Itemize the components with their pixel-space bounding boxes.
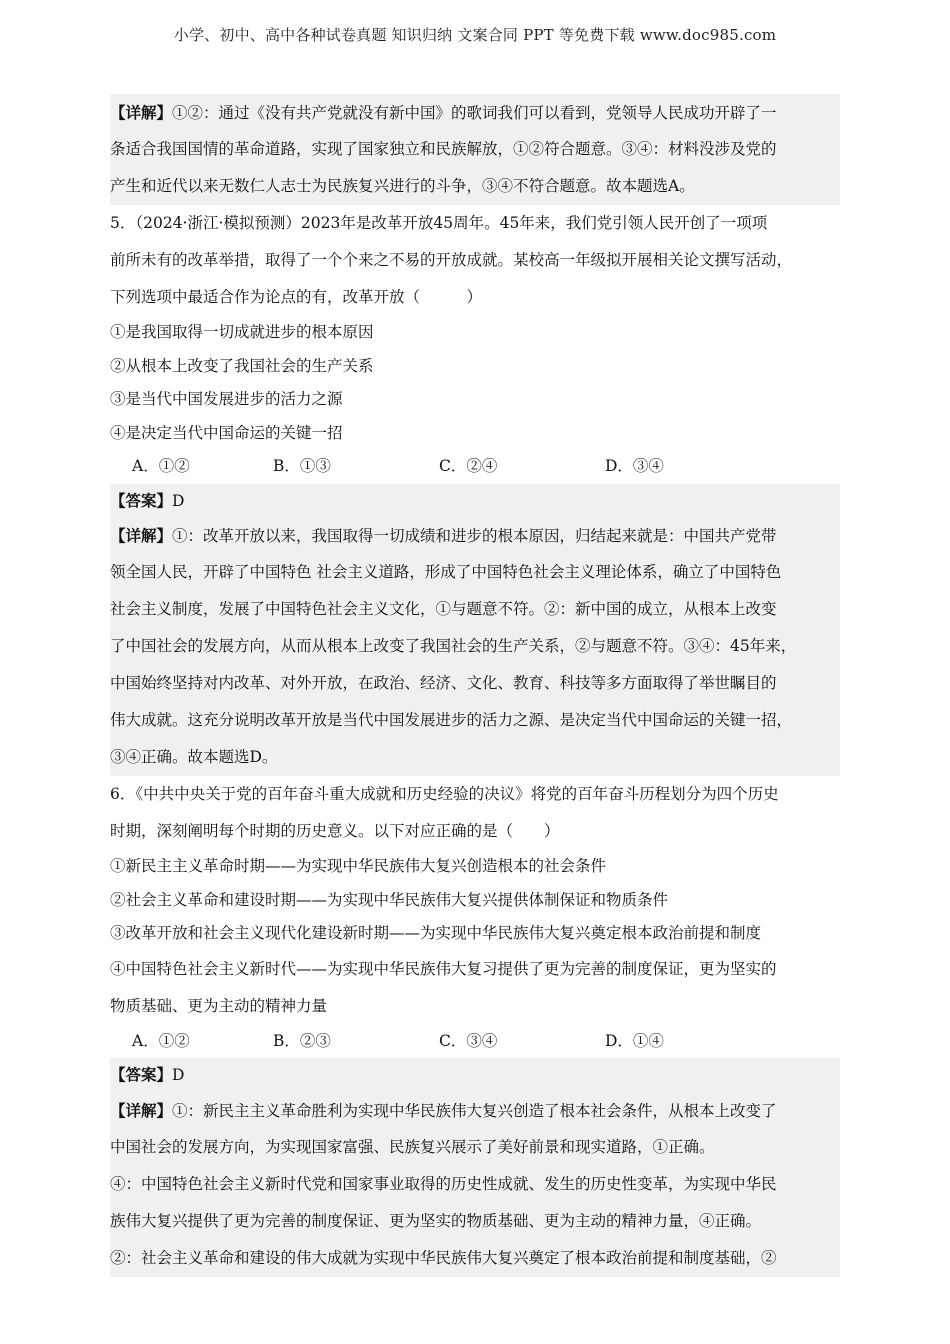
q5-stem-line: 前所未有的改革举措，取得了一个个来之不易的开放成就。某校高一年级拟开展相关论文撰写活动， — [110, 251, 793, 269]
q6-detail-line: ④：中国特色社会主义新时代党和国家事业取得的历史性成就、发生的历史性变革，为实现中华民 — [110, 1174, 777, 1193]
q5-item: ④是决定当代中国命运的关键一招 — [110, 423, 343, 442]
q6-detail-line: 中国社会的发展方向，为实现国家富强、民族复兴展示了美好前景和现实道路，①正确。 — [110, 1137, 715, 1156]
q4-detail-line: 【详解】①②：通过《没有共产党就没有新中国》的歌词我们可以看到，党领导人民成功开辟了一 — [110, 103, 777, 122]
q6-options — [110, 1025, 840, 1059]
q6-stem-line: 时期，深刻阐明每个时期的历史意义。以下对应正确的是（ ） — [110, 822, 560, 840]
q6-option-d: D．①④ — [605, 1031, 664, 1050]
q6-option-a: A．①② — [132, 1031, 190, 1050]
q5-detail-line: ③④正确。故本题选D。 — [110, 748, 278, 766]
q5-detail-line: 社会主义制度，发展了中国特色社会主义文化，①与题意不符。②：新中国的成立，从根本上改变 — [110, 600, 777, 618]
question-6 — [110, 776, 840, 1277]
q6-option-b: B．②③ — [273, 1031, 331, 1050]
q6-answer: 【答案】D — [110, 1058, 840, 1092]
q6-option-c: C．③④ — [439, 1031, 498, 1050]
q5-detail-line: 中国始终坚持对内改革、对外开放，在政治、经济、文化、教育、科技等多方面取得了举世瞩目的 — [110, 674, 777, 692]
q5-item: ②从根本上改变了我国社会的生产关系 — [110, 356, 374, 375]
q5-detail-line: 【详解】①：改革开放以来，我国取得一切成绩和进步的根本原因，归结起来就是：中国共产党带 — [110, 526, 777, 545]
q6-detail-line: 族伟大复兴提供了更为完善的制度保证、更为坚实的物质基础、更为主动的精神力量，④正确。 — [110, 1211, 762, 1230]
q6-item: ④中国特色社会主义新时代——为实现中华民族伟大复习提供了更为完善的制度保证，更为坚实的 — [110, 959, 777, 978]
q6-item: ③改革开放和社会主义现代化建设新时期——为实现中华民族伟大复兴奠定根本政治前提和制度 — [110, 924, 762, 942]
q4-detail-block — [110, 94, 840, 205]
q6-item: ②社会主义革命和建设时期——为实现中华民族伟大复兴提供体制保证和物质条件 — [110, 890, 669, 909]
q6-item: 物质基础、更为主动的精神力量 — [110, 996, 328, 1015]
q4-detail-line: 条适合我国国情的革命道路，实现了国家独立和民族解放，①②符合题意。③④：材料没涉及党的 — [110, 140, 777, 158]
q5-options — [110, 450, 840, 484]
document-body — [110, 94, 840, 1277]
q6-detail-block — [110, 1092, 840, 1277]
q4-detail-line: 产生和近代以来无数仁人志士为民族复兴进行的斗争，③④不符合题意。故本题选A。 — [110, 177, 695, 195]
q5-answer: 【答案】D — [110, 484, 840, 518]
q5-item: ①是我国取得一切成就进步的根本原因 — [110, 323, 374, 341]
q5-detail-block — [110, 517, 840, 776]
page-header: 小学、初中、高中各种试卷真题 知识归纳 文案合同 PPT 等免费下载 www.doc985.com — [173, 26, 777, 44]
q6-detail-line: ②：社会主义革命和建设的伟大成就为实现中华民族伟大复兴奠定了根本政治前提和制度基础，② — [110, 1248, 777, 1267]
q6-detail-line: 【详解】①：新民主主义革命胜利为实现中华民族伟大复兴创造了根本社会条件，从根本上改变了 — [110, 1100, 777, 1120]
q5-detail-line: 伟大成就。这充分说明改革开放是当代中国发展进步的活力之源、是决定当代中国命运的关键一招， — [110, 711, 793, 729]
q5-option-d: D．③④ — [605, 457, 664, 475]
q6-stem-line: 6．《中共中央关于党的百年奋斗重大成就和历史经验的决议》将党的百年奋斗历程划分为四个历史 — [110, 785, 779, 803]
q5-item: ③是当代中国发展进步的活力之源 — [110, 390, 343, 408]
q5-detail-line: 领全国人民，开辟了中国特色 社会主义道路，形成了中国特色社会主义理论体系，确立了中国特色 — [110, 563, 782, 581]
q5-stem-line: 5．（2024·浙江·模拟预测）2023年是改革开放45周年。45年来，我们党引领人民开创了一项项 — [110, 214, 768, 232]
q5-detail-line: 了中国社会的发展方向，从而从根本上改变了我国社会的生产关系，②与题意不符。③④：45年来， — [110, 637, 797, 655]
q5-option-a: A．①② — [132, 457, 190, 475]
question-5 — [110, 205, 840, 776]
q5-option-c: C．②④ — [439, 457, 498, 475]
q5-option-b: B．①③ — [273, 457, 331, 475]
q5-stem-line: 下列选项中最适合作为论点的有，改革开放（ ） — [110, 288, 483, 306]
q6-item: ①新民主主义革命时期——为实现中华民族伟大复兴创造根本的社会条件 — [110, 857, 607, 875]
